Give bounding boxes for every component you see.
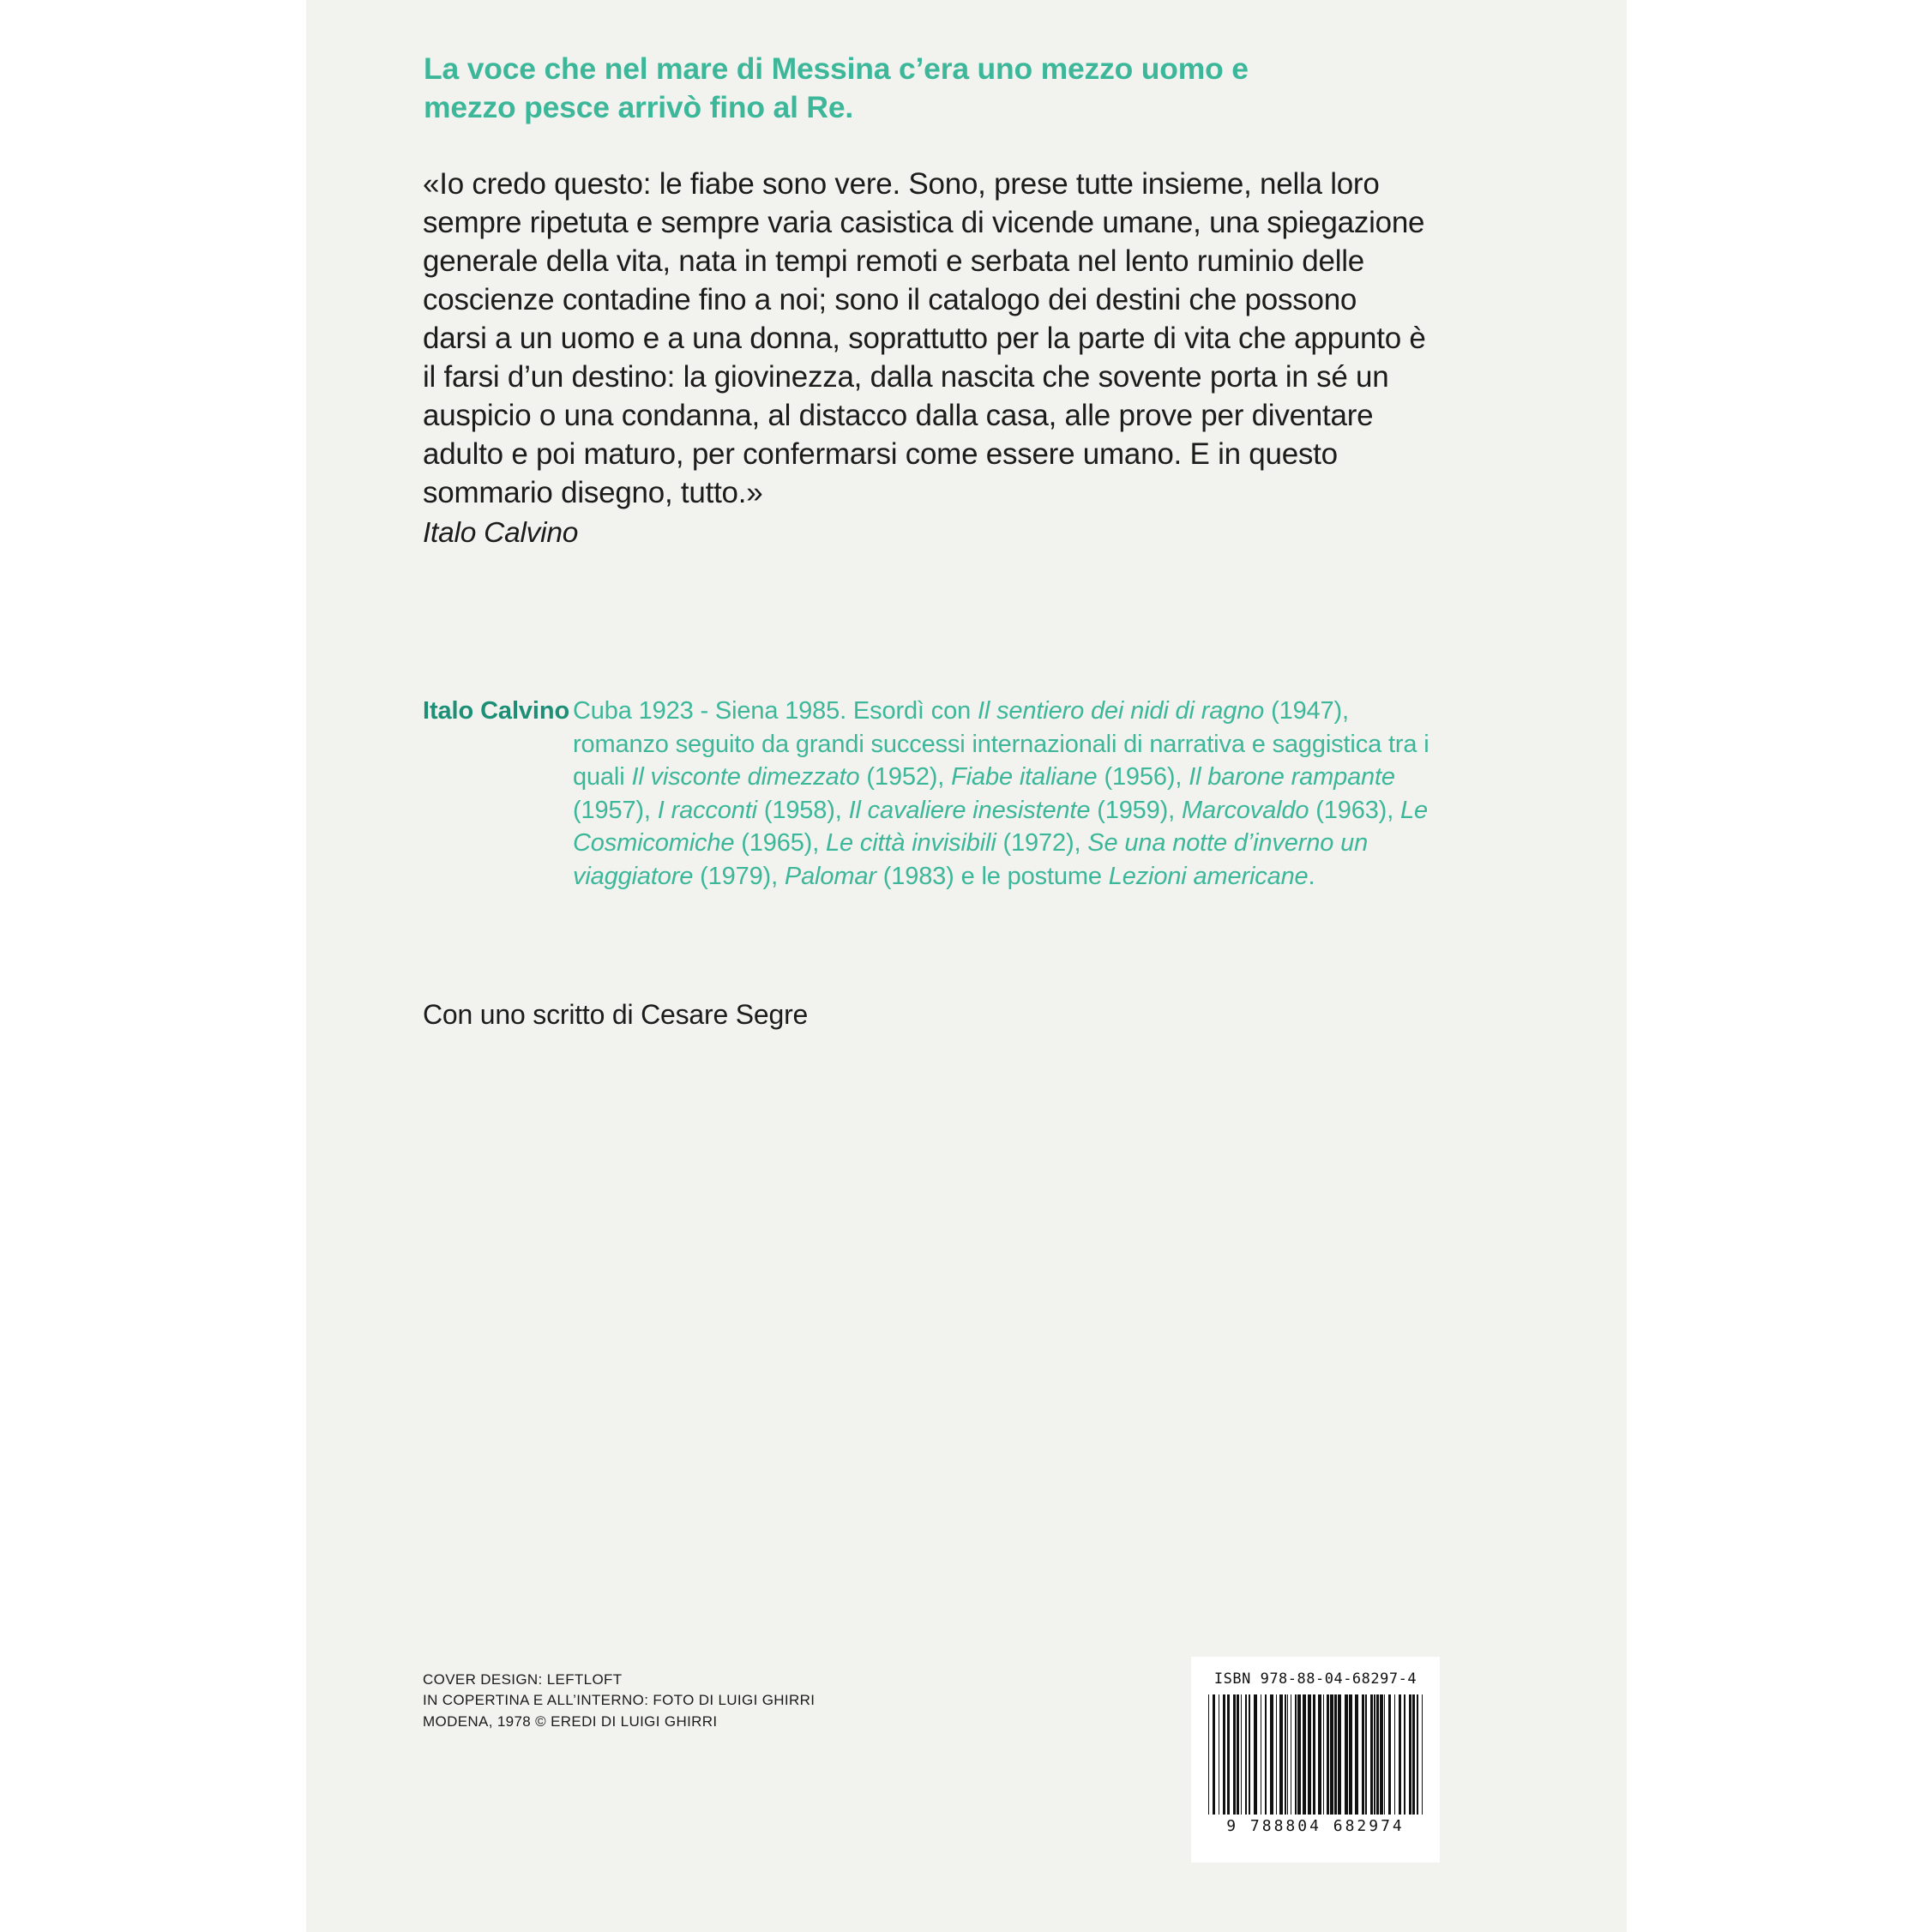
credit-line: COVER DESIGN: LEFTLOFT (423, 1671, 623, 1688)
contributor-note: Con uno scritto di Cesare Segre (423, 999, 809, 1030)
author-bio (423, 695, 1435, 893)
author-bio-text: Cuba 1923 - Siena 1985. Esordì con Il sentiero dei nidi di ragno (1947), romanzo seguito da grandi successi internazionali di narrativa e saggistica tra i quali Il visconte dimezzato (1952), Fiabe italiane (1956), Il barone rampante (1957), I racconti (1958), Il cavaliere inesistente (1959), Marcovaldo (1963), Le Cosmicomiche (1965), Le città invisibili (1972), Se una notte d’inverno un viaggiatore (1979), Palomar (1983) e le postume Lezioni americane. (573, 697, 1429, 890)
headline-text: La voce che nel mare di Messina c’era uno mezzo uomo e mezzo pesce arrivò fino al Re. (424, 51, 1249, 124)
isbn-text: ISBN 978-88-04-68297-4 (1213, 1670, 1417, 1688)
cover-credits (423, 1670, 1109, 1732)
credit-line: IN COPERTINA E ALL’INTERNO: FOTO DI LUIGI GHIRRI (423, 1692, 816, 1709)
book-back-cover (306, 0, 1627, 1932)
quote-attribution: Italo Calvino (423, 516, 579, 549)
quote-text: «Io credo questo: le fiabe sono vere. Sono, prese tutte insieme, nella loro sempre ripetuta e sempre varia casistica di vicende umane, una spiegazione generale della vita, nata in tempi remoti e serbata nel lento ruminio delle coscienze contadine fino a noi; sono il catalogo dei destini che possono darsi a un uomo e a una donna, soprattutto per la parte di vita che appunto è il farsi d’un destino: la giovinezza, dalla nascita che sovente porta in sé un auspicio o una condanna, al distacco dalla casa, alle prove per diventare adulto e poi maturo, per confermarsi come essere umano. E in questo sommario disegno, tutto.» (423, 167, 1426, 509)
author-name: Italo Calvino (423, 697, 570, 725)
barcode-digits: 9 788804 682974 (1226, 1817, 1405, 1835)
credit-line: MODENA, 1978 © EREDI DI LUIGI GHIRRI (423, 1712, 718, 1730)
barcode-block (1191, 1657, 1440, 1863)
quote-block (423, 166, 1426, 551)
barcode-bars (1208, 1694, 1423, 1815)
